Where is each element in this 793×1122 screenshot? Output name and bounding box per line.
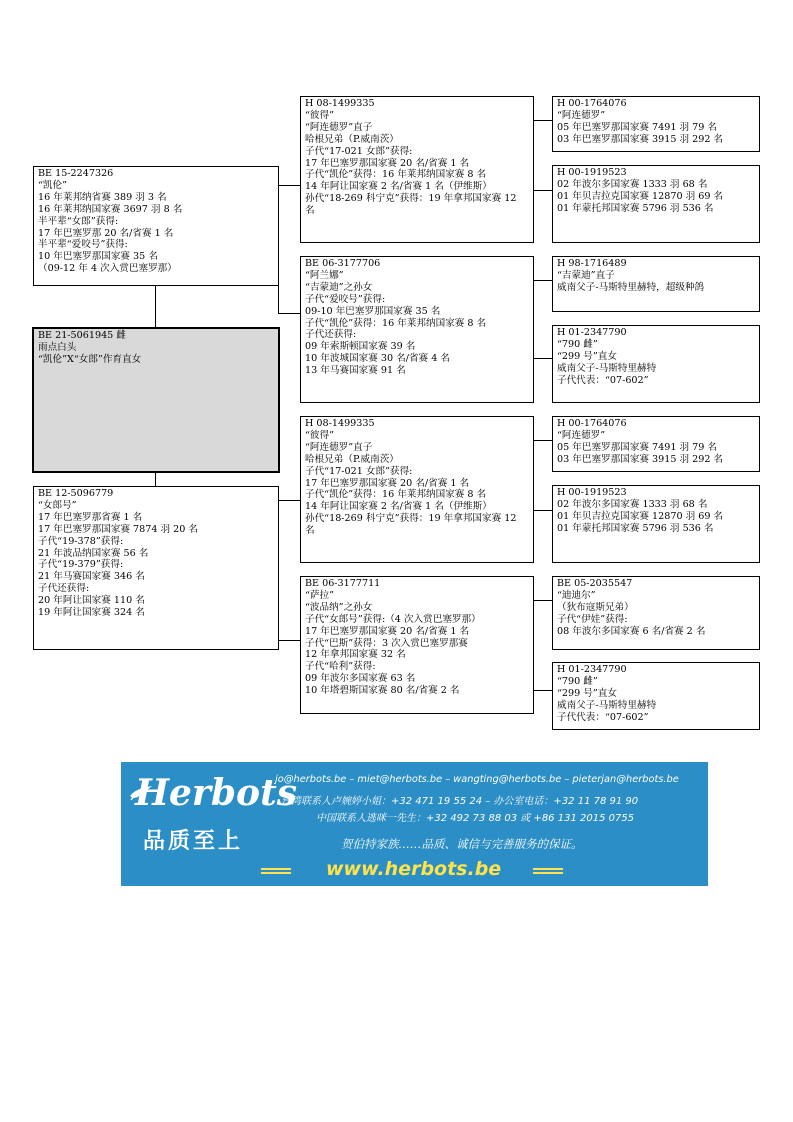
pedigree-line: BE 05-2035547	[557, 578, 633, 589]
dam-box	[33, 486, 279, 650]
pedigree-line: “790 雌”	[557, 338, 598, 350]
pedigree-line: BE 06-3177706	[305, 258, 381, 269]
pedigree-line: “波品纳”之孙女	[305, 601, 373, 613]
pedigree-line: 子代“17-021 女郎”获得:	[305, 465, 413, 477]
pedigree-line: BE 15-2247326	[38, 168, 114, 179]
banner-emails[interactable]: jo@herbots.be – miet@herbots.be – wangting@herbots.be – pieterjan@herbots.be	[275, 774, 679, 785]
pedigree-line: 威南父子-马斯特里赫特，超级种鸽	[557, 281, 705, 293]
pedigree-line: 哈根兄弟（P.威南茨）	[305, 133, 399, 145]
pedigree-line: “吉蒙迪”直子	[557, 269, 615, 281]
pedigree-line: H 00-1764076	[557, 98, 627, 109]
pedigree-line: 13 年马赛国家赛 91 名	[305, 365, 406, 377]
pedigree-line: “萨拉”	[305, 589, 334, 601]
pedigree-line: 威南父子-马斯特里赫特	[557, 699, 657, 711]
pedigree-line: “吉蒙迪”之孙女	[305, 281, 373, 293]
pedigree-line: 09 年波尔多国家赛 63 名	[305, 673, 416, 685]
pedigree-line: 01 年贝吉拉克国家赛 12870 羽 69 名	[557, 510, 724, 522]
pedigree-line: H 00-1919523	[557, 167, 627, 178]
pedigree-line: 子代“巴斯”获得：3 次入赏巴塞罗那赛	[305, 637, 468, 649]
banner-contact-china: 中国联系人逃咪一先生：+32 492 73 88 03 或 +86 131 2015 0755	[316, 813, 635, 824]
pedigree-line: （09-12 年 4 次入赏巴塞罗那）	[38, 263, 177, 275]
pedigree-line: 02 年波尔多国家赛 1333 羽 68 名	[557, 178, 708, 190]
pedigree-line: 17 年巴塞罗那省赛 1 名	[38, 511, 143, 523]
pedigree-line: 威南父子-马斯特里赫特	[557, 362, 657, 374]
pedigree-line: 09-10 年巴塞罗那国家赛 35 名	[305, 305, 441, 317]
connector-line	[533, 358, 552, 359]
pedigree-line: 21 年马赛国家赛 346 名	[38, 571, 145, 583]
pedigree-line: 子代“19-378”获得:	[38, 535, 124, 547]
url-decoration-left	[261, 868, 291, 870]
banner-tagline: 贺伯特家族……品质、诚信与完善服务的保证。	[341, 837, 583, 851]
sire-sire-box	[300, 96, 534, 243]
ancestor-box-6	[552, 485, 760, 563]
pedigree-line: 子代还获得:	[305, 329, 357, 341]
pedigree-line: “阿兰娜”	[305, 269, 344, 281]
pedigree-line: 21 年波品纳国家赛 56 名	[38, 547, 149, 559]
pedigree-line: 子代代表：“07-602”	[557, 711, 649, 723]
pedigree-line: 孙代“18-269 科宁克”获得：19 年拿邦国家赛 12 名	[305, 193, 517, 217]
pedigree-line: 10 年塔碧斯国家赛 80 名/省赛 2 名	[305, 685, 460, 697]
ancestor-box-3	[552, 256, 760, 312]
pedigree-line: BE 06-3177711	[305, 578, 381, 589]
pedigree-line: 雨点白头	[38, 341, 77, 353]
pedigree-line: “凯伦”X“女郎”作育直女	[38, 353, 142, 365]
pedigree-line: 子代代表：“07-602”	[557, 374, 649, 386]
connector-line	[533, 190, 552, 191]
subject-box	[32, 327, 280, 473]
pedigree-line: 05 年巴塞罗那国家赛 7491 羽 79 名	[557, 441, 718, 453]
pedigree-line: H 08-1499335	[305, 418, 375, 429]
pedigree-line: 02 年波尔多国家赛 1333 羽 68 名	[557, 498, 708, 510]
ancestor-box-5	[552, 416, 760, 472]
url-decoration-right	[533, 868, 563, 870]
pedigree-line: 子代还获得:	[38, 583, 90, 595]
pedigree-line: H 01-2347790	[557, 664, 627, 675]
pedigree-line: 子代“凯伦”获得：16 年莱邦纳国家赛 8 名	[305, 317, 487, 329]
sire-dam-box	[300, 256, 534, 403]
pedigree-line: 16 年莱邦纳省赛 389 羽 3 名	[38, 191, 167, 203]
pedigree-line: 17 年巴塞罗那国家赛 7874 羽 20 名	[38, 523, 199, 535]
pedigree-line: 半平辈“爱咬号”获得:	[38, 239, 128, 251]
pedigree-line: 01 年蒙托邦国家赛 5796 羽 536 名	[557, 522, 714, 534]
pedigree-line: “女郎号”	[38, 499, 77, 511]
ancestor-box-4	[552, 325, 760, 403]
pedigree-line: 01 年贝吉拉克国家赛 12870 羽 69 名	[557, 190, 724, 202]
dam-dam-box	[300, 576, 534, 714]
herbots-logo: Herbots	[135, 772, 297, 814]
pedigree-line: 12 年拿邦国家赛 32 名	[305, 649, 406, 661]
pedigree-line: 03 年巴塞罗那国家赛 3915 羽 292 名	[557, 133, 724, 145]
pedigree-line: H 08-1499335	[305, 98, 375, 109]
pedigree-line: H 98-1716489	[557, 258, 627, 269]
connector-line	[278, 640, 300, 641]
connector-line	[533, 510, 552, 511]
sire-box	[33, 166, 279, 286]
pedigree-line: 子代“凯伦”获得：16 年莱邦纳国家赛 8 名	[305, 489, 487, 501]
connector-line	[533, 280, 552, 281]
ancestor-box-7	[552, 576, 760, 650]
website-link[interactable]: www.herbots.be	[326, 858, 502, 880]
dam-sire-box	[300, 416, 534, 563]
pedigree-line: 08 年波尔多国家赛 6 名/省赛 2 名	[557, 625, 706, 637]
pedigree-line: “299 号”直女	[557, 350, 617, 362]
pedigree-line: 哈根兄弟（P.威南茨）	[305, 453, 399, 465]
pedigree-line: 子代“女郎号”获得:（4 次入赏巴塞罗那）	[305, 613, 481, 625]
ancestor-box-8	[552, 662, 760, 730]
connector-line	[278, 185, 300, 186]
banner-contact-taiwan: 台湾联系人卢婉婷小姐：+32 471 19 55 24 – 办公室电话：+32 11 78 91 90	[281, 796, 639, 807]
pedigree-line: H 00-1764076	[557, 418, 627, 429]
pedigree-line: 10 年波城国家赛 30 名/省赛 4 名	[305, 353, 450, 365]
pedigree-line: “彼得”	[305, 429, 334, 441]
pedigree-line: 14 年阿让国家赛 2 名/省赛 1 名（伊维斯）	[305, 181, 492, 193]
pedigree-line: 17 年巴塞罗那国家赛 20 名/省赛 1 名	[305, 477, 470, 489]
pedigree-line: 01 年蒙托邦国家赛 5796 羽 536 名	[557, 202, 714, 214]
pedigree-line: 子代“17-021 女郎”获得:	[305, 145, 413, 157]
pedigree-line: 孙代“18-269 科宁克”获得：19 年拿邦国家赛 12 名	[305, 513, 517, 537]
pedigree-line: 20 年阿让国家赛 110 名	[38, 595, 145, 607]
pedigree-line: 10 年巴塞罗那国家赛 35 名	[38, 251, 158, 263]
pedigree-line: 19 年阿让国家赛 324 名	[38, 607, 145, 619]
pedigree-line: BE 21-5061945 雌	[38, 330, 126, 341]
pedigree-line: 17 年巴塞罗那 20 名/省赛 1 名	[38, 227, 174, 239]
pedigree-line: 子代“爱咬号”获得:	[305, 293, 386, 305]
pedigree-line: 子代“19-379”获得:	[38, 559, 124, 571]
pedigree-line: （狄布寇斯兄弟）	[557, 601, 634, 613]
herbots-banner	[121, 762, 708, 886]
connector-line	[278, 500, 300, 501]
connector-line	[533, 120, 552, 121]
pedigree-line: “彼得”	[305, 109, 334, 121]
pedigree-line: 半平辈“女郎”获得:	[38, 215, 119, 227]
pedigree-line: “阿连德罗”直子	[305, 121, 373, 133]
pedigree-line: “阿连德罗”直子	[305, 441, 373, 453]
connector-line	[533, 440, 552, 441]
ancestor-box-2	[552, 165, 760, 243]
pedigree-line: 16 年莱邦纳国家赛 3697 羽 8 名	[38, 203, 183, 215]
pedigree-line: “凯伦”	[38, 179, 67, 191]
pedigree-line: H 00-1919523	[557, 487, 627, 498]
connector-line	[533, 690, 552, 691]
pedigree-line: “299 号”直女	[557, 687, 617, 699]
pedigree-line: BE 12-5096779	[38, 488, 114, 499]
pedigree-line: H 01-2347790	[557, 327, 627, 338]
pedigree-line: 17 年巴塞罗那国家赛 20 名/省赛 1 名	[305, 625, 470, 637]
ancestor-box-1	[552, 96, 760, 152]
pedigree-line: 17 年巴塞罗那国家赛 20 名/省赛 1 名	[305, 157, 470, 169]
pedigree-line: “790 雌”	[557, 675, 598, 687]
pedigree-line: 子代“伊娃”获得:	[557, 613, 628, 625]
connector-line	[278, 313, 300, 314]
connector-line	[155, 471, 156, 487]
pedigree-line: “阿连德罗”	[557, 109, 606, 121]
connector-line	[533, 600, 552, 601]
pedigree-line: “迪迪尔”	[557, 589, 596, 601]
pedigree-line: “阿连德罗”	[557, 429, 606, 441]
pedigree-line: 05 年巴塞罗那国家赛 7491 羽 79 名	[557, 121, 718, 133]
pedigree-line: 09 年索斯顿国家赛 39 名	[305, 341, 416, 353]
pedigree-line: 子代“哈利”获得:	[305, 661, 376, 673]
pedigree-line: 子代“凯伦”获得：16 年莱邦纳国家赛 8 名	[305, 169, 487, 181]
banner-slogan: 品质至上	[143, 829, 244, 854]
pedigree-line: 14 年阿让国家赛 2 名/省赛 1 名（伊维斯）	[305, 501, 492, 513]
pedigree-line: 03 年巴塞罗那国家赛 3915 羽 292 名	[557, 453, 724, 465]
